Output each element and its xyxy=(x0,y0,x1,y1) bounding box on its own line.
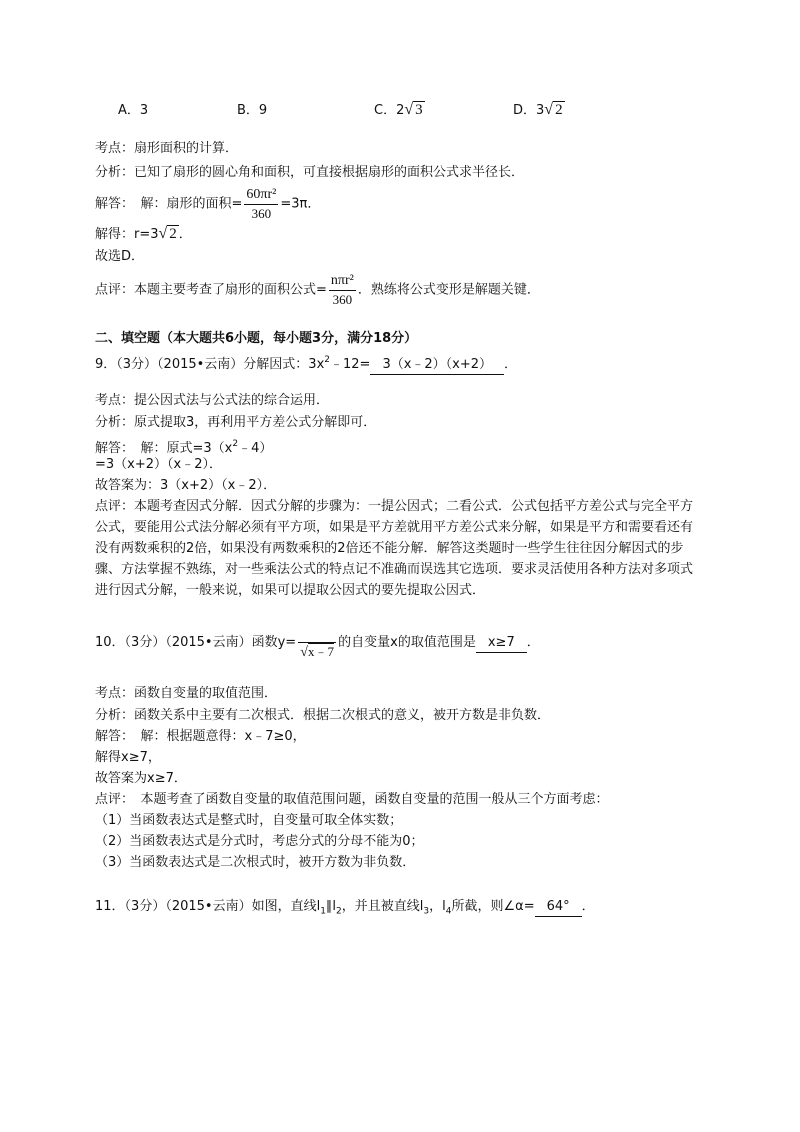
q9-stem: 9．（3分）（2015•云南）分解因式：$3x^2﹣12=$ 3（x﹣2）（x+2） ． xyxy=(95,351,517,375)
section-title: 二、填空题（本大题共6小题，每小题3分，满分18分） xyxy=(95,331,418,346)
q9-kaodian: 考点：提公因式法与公式法的综合运用． xyxy=(95,393,330,408)
option-a: A．3 xyxy=(118,103,149,118)
option-c: C．2√ 3 xyxy=(374,101,423,118)
q9-fenxi: 分析：原式提取3，再利用平方差公式分解即可． xyxy=(95,415,377,430)
q9-dianping: 点评：本题考查因式分解．因式分解的步骤为：一提公因式；二看公式．公式包括平方差公式与完全平方公式，要能用公式法分解必须有平方项，如果是平方差就用平方差公式来分解，如果是平方和需要看还有没有两数乘积的2倍，如果没有两数乘积的2倍还不能分解．解答这类题时一些学生往往因分解因式的步骤、方法掌握不熟练，对一些乘法公式的特点记不准确而误选其它选项．要求灵活使用各种方法对多项式进行因式分解，一般来说，如果可以提取公因式的要先提取公因式． xyxy=(95,499,694,598)
q11-stem: 11．（3分）（2015•云南）如图，直线$l_1\parallel l_2$，并且被直线$l_3$，$l_4$所截，则∠α= 64° ． xyxy=(95,899,595,917)
fraction: $\frac{\text{60πr²}}{360}$ xyxy=(246,187,277,221)
q8-fenxi: 分析：已知了扇形的圆心角和面积，可直接根据扇形的面积公式求半径长． xyxy=(95,165,525,180)
q10-kaodian: 考点：函数自变量的取值范围． xyxy=(95,686,278,701)
sqrt-expression: √ 3 xyxy=(404,101,423,118)
q10-fenxi: 分析：函数关系中主要有二次根式．根据二次根式的意义，被开方数是非负数． xyxy=(95,708,551,723)
q9-guda: 故答案为：3（x+2）（x﹣2）． xyxy=(95,478,277,493)
q8-jiede: 解得：r=3√ 2 ． xyxy=(95,225,192,242)
q8-guxuan: 故选D． xyxy=(95,249,145,264)
q10-stem: 10．（3分）（2015•云南）函数y= √x﹣7 的自变量x的取值范围是 x≥7 ． xyxy=(95,624,540,661)
q10-dianping: 点评： 本题考查了函数自变量的取值范围问题，函数自变量的范围一般从三个方面考虑： xyxy=(95,792,609,807)
q10-guda: 故答案为x≥7． xyxy=(95,771,187,786)
q8-dianping: 点评：本题主要考查了扇形的面积公式= $\frac{\text{nπr²}}{360}$ ．熟练将公式变形是解题关键． xyxy=(95,273,540,307)
q10-jiede: 解得x≥7， xyxy=(95,750,161,765)
q10-case3: （3）当函数表达式是二次根式时，被开方数为非负数． xyxy=(95,855,416,870)
answer-blank: x≥7 xyxy=(476,634,527,653)
q10-jieda: 解答： 解：根据题意得：x﹣7≥0， xyxy=(95,729,306,744)
option-b: B．9 xyxy=(237,103,268,118)
q9-jieda: 解答： 解：原式$=3(x^2﹣4)$ xyxy=(95,439,273,456)
option-d: D．3√ 2 xyxy=(513,101,563,118)
q8-jieda: 解答： 解：扇形的面积= $\frac{\text{60πr²}}{360}$ =3π． xyxy=(95,187,321,221)
sqrt-expression: √ 2 xyxy=(544,101,563,118)
q8-kaodian: 考点：扇形面积的计算． xyxy=(95,141,239,156)
fraction xyxy=(298,624,336,661)
fraction: $\frac{\text{nπr²}}{360}$ xyxy=(330,273,354,307)
q10-case1: （1）当函数表达式是整式时，自变量可取全体实数； xyxy=(95,813,403,828)
q9-step2: =3（x+2）（x﹣2）． xyxy=(95,457,222,472)
answer-blank: 3（x﹣2）（x+2） xyxy=(370,356,504,375)
sqrt-expression: √x﹣7 xyxy=(300,644,334,660)
answer-blank: 64° xyxy=(535,898,582,917)
q10-case2: （2）当函数表达式是分式时，考虑分式的分母不能为0； xyxy=(95,834,424,849)
sqrt-expression: √ 2 xyxy=(158,225,177,242)
